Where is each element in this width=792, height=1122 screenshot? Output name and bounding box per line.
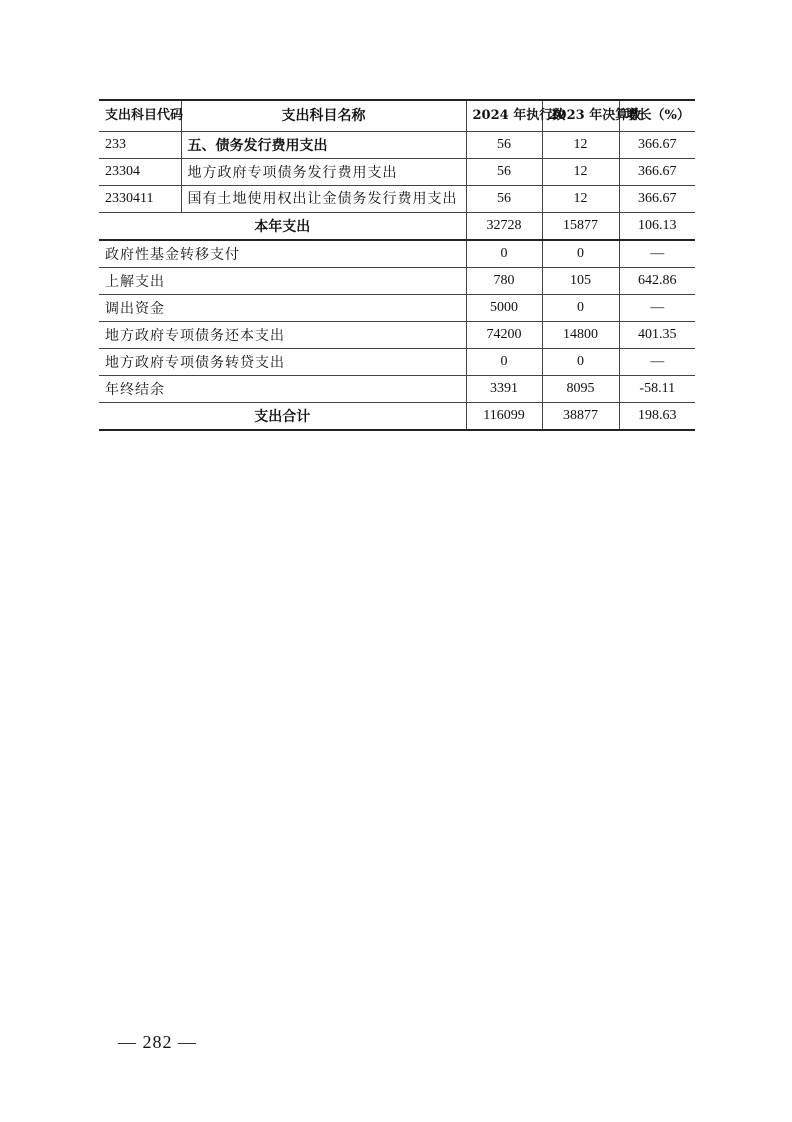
- other-row-growth: —: [619, 349, 695, 376]
- table-row: [99, 322, 695, 349]
- row-name: 地方政府专项债务发行费用支出: [181, 159, 466, 186]
- table-row: [99, 295, 695, 322]
- table-row: [99, 132, 695, 159]
- other-row-growth: -58.11: [619, 376, 695, 403]
- expenditure-table: [99, 99, 695, 431]
- other-row-2023: 105: [542, 268, 619, 295]
- other-row-name: 地方政府专项债务转贷支出: [99, 349, 466, 376]
- row-code: 233: [99, 132, 181, 159]
- table-row: [99, 240, 695, 268]
- row-growth: 366.67: [619, 159, 695, 186]
- row-name: 五、债务发行费用支出: [181, 132, 466, 159]
- other-row-growth: —: [619, 240, 695, 268]
- header-2023: 2023 年决算数: [542, 100, 619, 132]
- row-name: 国有土地使用权出让金债务发行费用支出: [181, 186, 466, 213]
- other-row-2023: 14800: [542, 322, 619, 349]
- other-row-name: 年终结余: [99, 376, 466, 403]
- other-row-2023: 0: [542, 240, 619, 268]
- page-number: — 282 —: [118, 1032, 197, 1052]
- row-2023: 12: [542, 132, 619, 159]
- table-row: [99, 186, 695, 213]
- total-growth: 198.63: [619, 403, 695, 431]
- other-row-2023: 8095: [542, 376, 619, 403]
- other-row-name: 上解支出: [99, 268, 466, 295]
- other-row-2023: 0: [542, 295, 619, 322]
- other-row-2023: 0: [542, 349, 619, 376]
- total-row: [99, 403, 695, 431]
- subtotal-2023: 15877: [542, 213, 619, 241]
- table-row: [99, 159, 695, 186]
- other-row-name: 调出资金: [99, 295, 466, 322]
- other-row-2024: 0: [466, 240, 542, 268]
- header-name: 支出科目名称: [181, 100, 466, 132]
- other-row-2024: 780: [466, 268, 542, 295]
- header-2024: 2024 年执行数: [466, 100, 542, 132]
- other-row-growth: —: [619, 295, 695, 322]
- row-2024: 56: [466, 132, 542, 159]
- subtotal-2024: 32728: [466, 213, 542, 241]
- row-2024: 56: [466, 159, 542, 186]
- total-label: 支出合计: [99, 403, 466, 431]
- row-2023: 12: [542, 186, 619, 213]
- table-row: [99, 376, 695, 403]
- total-2024: 116099: [466, 403, 542, 431]
- header-code: 支出科目代码: [99, 100, 181, 132]
- other-row-2024: 74200: [466, 322, 542, 349]
- row-growth: 366.67: [619, 132, 695, 159]
- row-2023: 12: [542, 159, 619, 186]
- other-row-name: 地方政府专项债务还本支出: [99, 322, 466, 349]
- row-code: 23304: [99, 159, 181, 186]
- other-row-2024: 3391: [466, 376, 542, 403]
- header-growth: 增长（%）: [619, 100, 695, 132]
- other-row-growth: 401.35: [619, 322, 695, 349]
- table-header-row: [99, 100, 695, 132]
- row-growth: 366.67: [619, 186, 695, 213]
- total-2023: 38877: [542, 403, 619, 431]
- row-2024: 56: [466, 186, 542, 213]
- other-row-name: 政府性基金转移支付: [99, 240, 466, 268]
- table-row: [99, 268, 695, 295]
- row-code: 2330411: [99, 186, 181, 213]
- other-row-2024: 0: [466, 349, 542, 376]
- table-row: [99, 349, 695, 376]
- subtotal-row: [99, 213, 695, 241]
- other-row-growth: 642.86: [619, 268, 695, 295]
- subtotal-growth: 106.13: [619, 213, 695, 241]
- subtotal-label: 本年支出: [99, 213, 466, 241]
- other-row-2024: 5000: [466, 295, 542, 322]
